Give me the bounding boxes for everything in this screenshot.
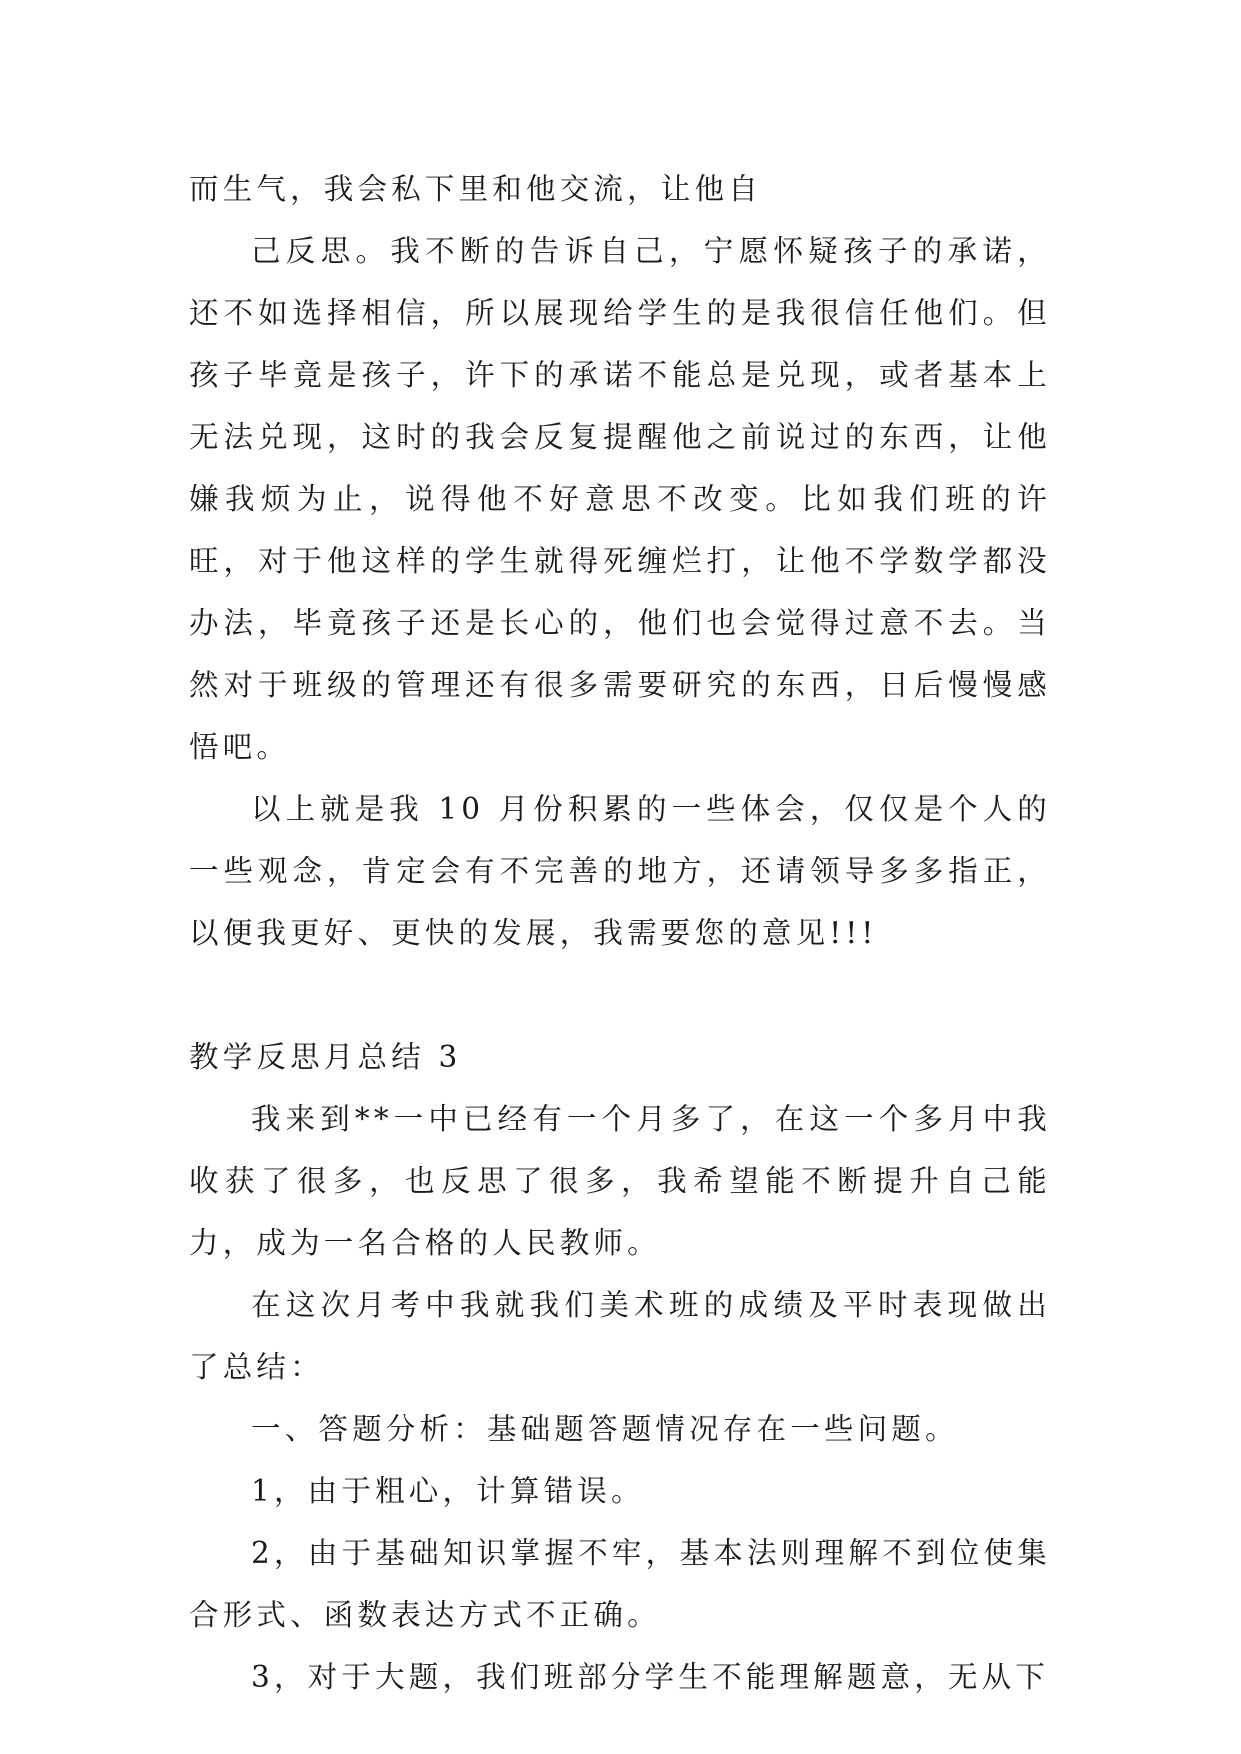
paragraph-summary: 在这次月考中我就我们美术班的成绩及平时表现做出了总结： <box>189 1288 1051 1384</box>
section-title: 教学反思月总结 3 <box>189 1040 462 1074</box>
list-item-1: 1，由于粗心，计算错误。 <box>251 1474 645 1508</box>
list-item-3: 3，对于大题，我们班部分学生不能理解题意，无从下 <box>251 1660 1050 1694</box>
document-body <box>189 158 1051 1708</box>
list-item-2: 2，由于基础知识掌握不牢，基本法则理解不到位使集合形式、函数表达方式不正确。 <box>189 1536 1051 1632</box>
paragraph-continued: 而生气，我会私下里和他交流，让他自 <box>189 172 762 206</box>
paragraph-reflection: 己反思。我不断的告诉自己，宁愿怀疑孩子的承诺，还不如选择相信，所以展现给学生的是我很信任他们。但孩子毕竟是孩子，许下的承诺不能总是兑现，或者基本上无法兑现，这时的我会反复提醒他之前说过的东西，让他嫌我烦为止，说得他不好意思不改变。比如我们班的许旺，对于他这样的学生就得死缠烂打，让他不学数学都没办法，毕竟孩子还是长心的，他们也会觉得过意不去。当然对于班级的管理还有很多需要研究的东西，日后慢慢感悟吧。 <box>189 234 1051 764</box>
paragraph-conclusion: 以上就是我 10 月份积累的一些体会，仅仅是个人的一些观念，肯定会有不完善的地方，还请领导多多指正，以便我更好、更快的发展，我需要您的意见!!! <box>189 792 1051 950</box>
paragraph-intro: 我来到**一中已经有一个月多了，在这一个多月中我收获了很多，也反思了很多，我希望能不断提升自己能力，成为一名合格的人民教师。 <box>189 1102 1051 1260</box>
paragraph-analysis-heading: 一、答题分析：基础题答题情况存在一些问题。 <box>251 1412 959 1446</box>
section-spacer <box>189 964 1051 1026</box>
